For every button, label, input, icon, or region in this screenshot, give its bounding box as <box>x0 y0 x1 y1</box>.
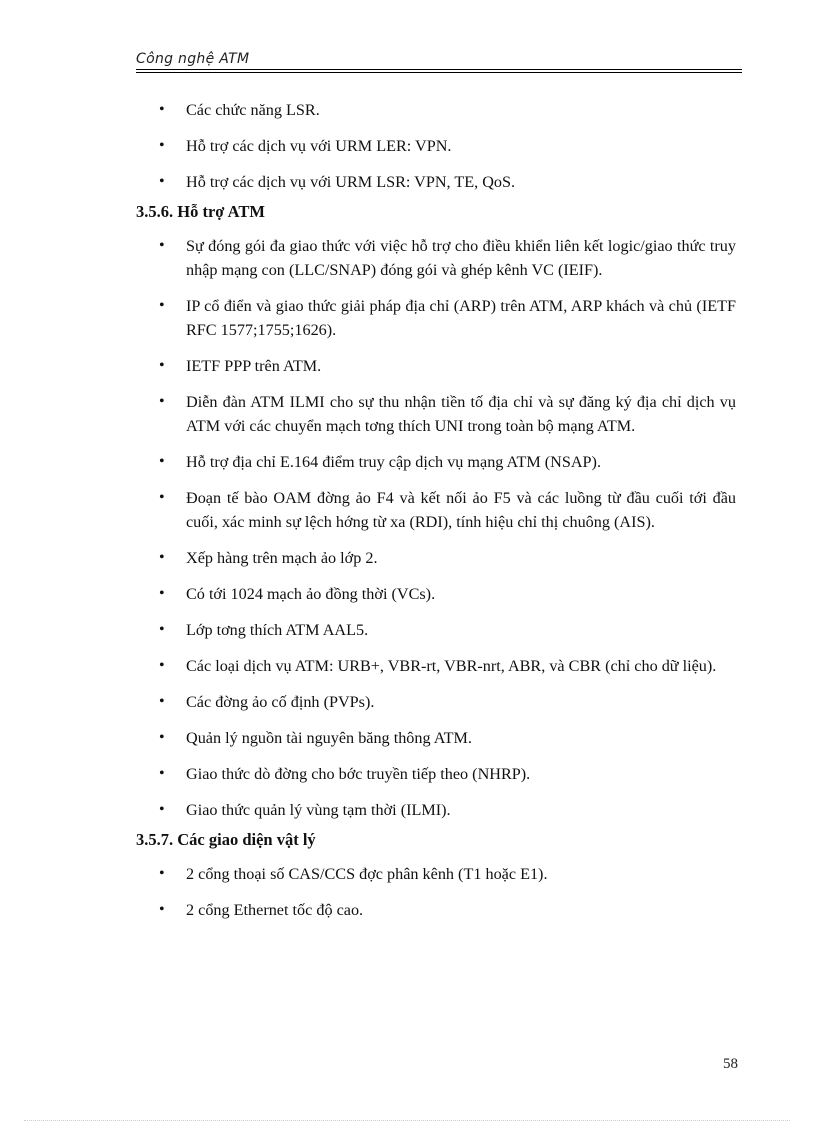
list-item: • Lớp tơng thích ATM AAL5. <box>136 618 736 642</box>
bullet-icon: • <box>159 765 165 782</box>
list-item: • Hỗ trợ các dịch vụ với URM LSR: VPN, TE, QoS. <box>136 170 736 194</box>
bullet-icon: • <box>159 657 165 674</box>
bullet-icon: • <box>159 901 165 918</box>
list-item: • Quản lý nguồn tài nguyên băng thông ATM. <box>136 726 736 750</box>
list-item: • Đoạn tế bào OAM đờng ảo F4 và kết nối ảo F5 và các luồng từ đầu cuối tới đầu cuối, xác minh sự lệch hớng từ xa (RDI), tính hiệu chỉ thị chuông (AIS). <box>136 486 736 534</box>
list-atm-support <box>136 234 736 822</box>
bullet-icon: • <box>159 549 165 566</box>
bullet-icon: • <box>159 729 165 746</box>
bullet-icon: • <box>159 585 165 602</box>
page-header <box>136 50 742 68</box>
list-item: • Sự đóng gói đa giao thức với việc hỗ trợ cho điều khiển liên kết logic/giao thức truy nhập mạng con (LLC/SNAP) đóng gói và ghép kênh VC (IEIF). <box>136 234 736 282</box>
list-item: • Diễn đàn ATM ILMI cho sự thu nhận tiền tố địa chỉ và sự đăng ký địa chỉ dịch vụ ATM với các chuyển mạch tơng thích UNI trong toàn bộ mạng ATM. <box>136 390 736 438</box>
list-item: • Giao thức quản lý vùng tạm thời (ILMI). <box>136 798 736 822</box>
list-item: • Hỗ trợ địa chỉ E.164 điểm truy cập dịch vụ mạng ATM (NSAP). <box>136 450 736 474</box>
page-number: 58 <box>723 1056 738 1072</box>
list-item: • Hỗ trợ các dịch vụ với URM LER: VPN. <box>136 134 736 158</box>
bullet-icon: • <box>159 237 165 254</box>
list-item: • Các loại dịch vụ ATM: URB+, VBR-rt, VBR-nrt, ABR, và CBR (chỉ cho dữ liệu). <box>136 654 736 678</box>
bullet-icon: • <box>159 137 165 154</box>
list-item: • Các chức năng LSR. <box>136 98 736 122</box>
bullet-icon: • <box>159 801 165 818</box>
bullet-icon: • <box>159 865 165 882</box>
list-item: • Các đờng ảo cố định (PVPs). <box>136 690 736 714</box>
bullet-icon: • <box>159 393 165 410</box>
list-item: • Giao thức dò đờng cho bớc truyền tiếp theo (NHRP). <box>136 762 736 786</box>
page-content <box>136 98 736 934</box>
list-physical-interfaces <box>136 862 736 922</box>
section-heading-physical-interfaces: 3.5.7. Các giao diện vật lý <box>136 830 316 849</box>
bullet-icon: • <box>159 297 165 314</box>
footer-divider <box>24 1120 790 1121</box>
header-rule-top <box>136 69 742 70</box>
list-intro <box>136 98 736 194</box>
bullet-icon: • <box>159 489 165 506</box>
bullet-icon: • <box>159 357 165 374</box>
bullet-icon: • <box>159 101 165 118</box>
bullet-icon: • <box>159 453 165 470</box>
bullet-icon: • <box>159 693 165 710</box>
list-item: • IETF PPP trên ATM. <box>136 354 736 378</box>
list-item: • IP cổ điển và giao thức giải pháp địa chỉ (ARP) trên ATM, ARP khách và chủ (IETF RFC 1577;1755;1626). <box>136 294 736 342</box>
list-item: • 2 cổng Ethernet tốc độ cao. <box>136 898 736 922</box>
bullet-icon: • <box>159 173 165 190</box>
list-item: • Xếp hàng trên mạch ảo lớp 2. <box>136 546 736 570</box>
list-item: • Có tới 1024 mạch ảo đồng thời (VCs). <box>136 582 736 606</box>
bullet-icon: • <box>159 621 165 638</box>
header-title: Công nghệ ATM <box>136 51 250 67</box>
header-rule-bottom <box>136 72 742 73</box>
list-item: • 2 cổng thoại số CAS/CCS đợc phân kênh (T1 hoặc E1). <box>136 862 736 886</box>
section-heading-atm-support: 3.5.6. Hỗ trợ ATM <box>136 202 265 221</box>
